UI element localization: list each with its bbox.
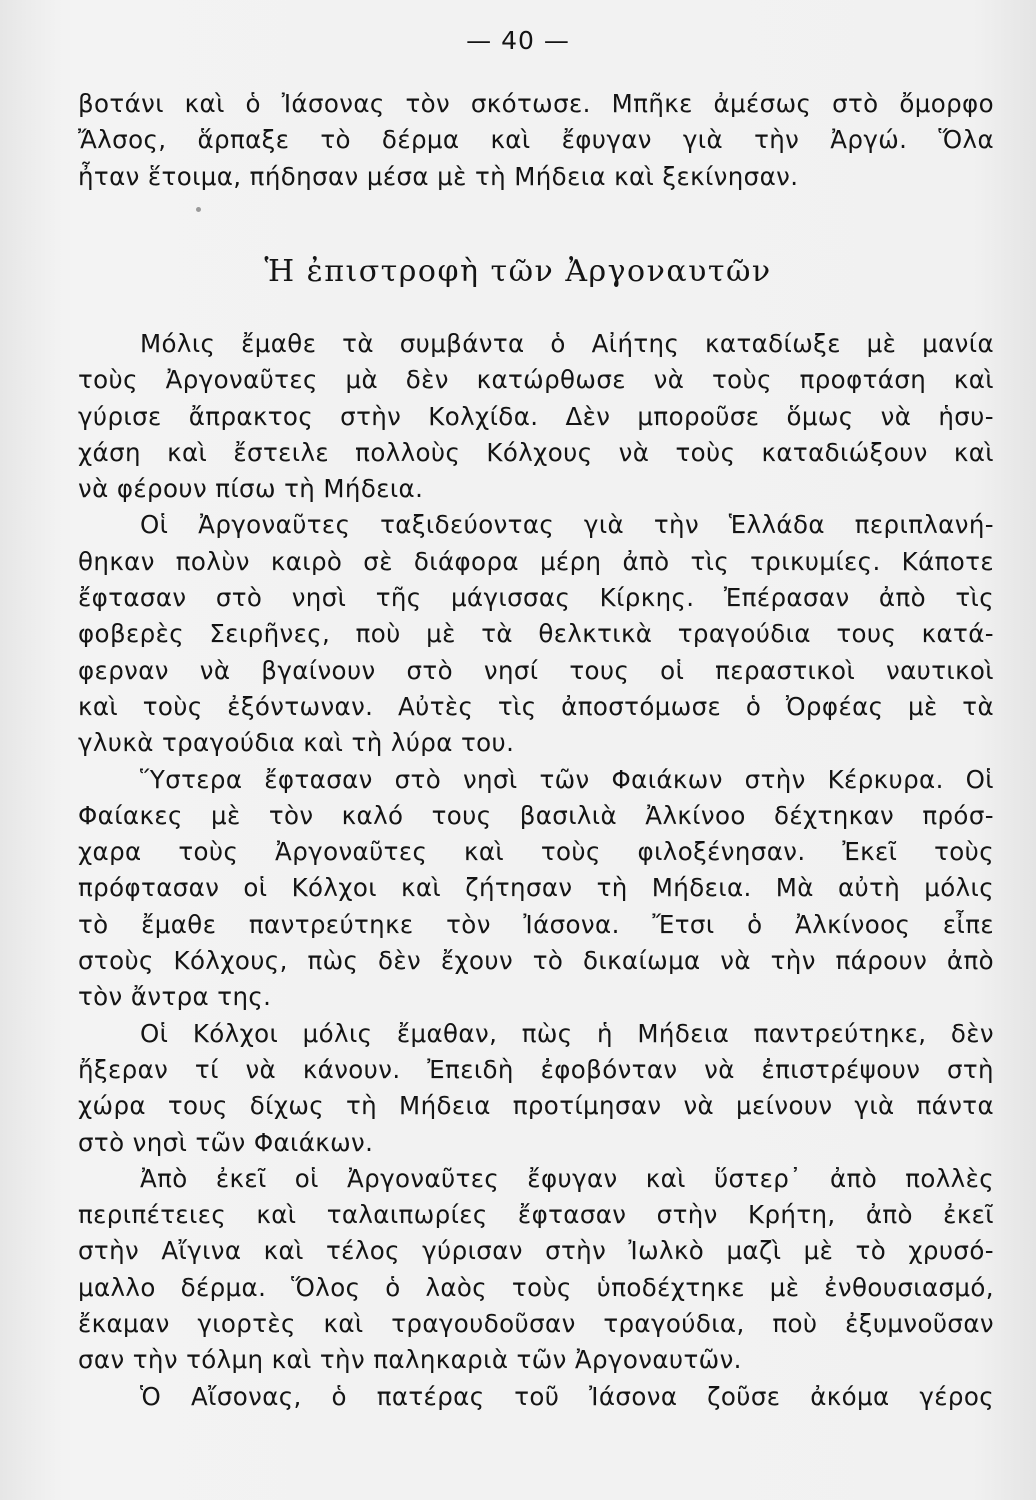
- text-line: Φαίακες μὲ τὸν καλό τους βασιλιὰ Ἀλκίνοο δέχτηκαν πρόσ-: [78, 800, 994, 830]
- text-line: βοτάνι καὶ ὁ Ἰάσονας τὸν σκότωσε. Μπῆκε ἀμέσως στὸ ὄμορφο: [78, 89, 994, 118]
- opening-paragraph: [78, 86, 994, 195]
- text-line: νὰ φέρουν πίσω τὴ Μήδεια.: [78, 474, 424, 504]
- text-line: Ὕστερα ἔφτασαν στὸ νησὶ τῶν Φαιάκων στὴν Κέρκυρα. Οἱ: [140, 764, 994, 794]
- text-line: Ὁ Αἴσονας, ὁ πατέρας τοῦ Ἰάσονα ζοῦσε ἀκόμα γέρος: [140, 1381, 994, 1411]
- body-text: [78, 326, 994, 1415]
- text-line: ἔφτασαν στὸ νησὶ τῆς μάγισσας Κίρκης. Ἐπέρασαν ἀπὸ τὶς: [78, 583, 994, 613]
- text-line: Οἱ Κόλχοι μόλις ἔμαθαν, πὼς ἡ Μήδεια παντρεύτηκε, δὲν: [140, 1018, 994, 1048]
- section-heading: Ἡ ἐπιστροφὴ τῶν Ἀργοναυτῶν: [264, 254, 772, 289]
- page-number: — 40 —: [466, 26, 570, 55]
- text-line: ἔκαμαν γιορτὲς καὶ τραγουδοῦσαν τραγούδια, ποὺ ἐξυμνοῦσαν: [78, 1309, 994, 1339]
- text-line: γλυκὰ τραγούδια καὶ τὴ λύρα του.: [78, 728, 515, 758]
- text-line: πρόφτασαν οἱ Κόλχοι καὶ ζήτησαν τὴ Μήδεια. Μὰ αὐτὴ μόλις: [78, 873, 994, 903]
- text-line: γύρισε ἄπρακτος στὴν Κολχίδα. Δὲν μποροῦσε ὅμως νὰ ἡσυ-: [78, 401, 994, 431]
- text-line: χώρα τους δίχως τὴ Μήδεια προτίμησαν νὰ μείνουν γιὰ πάντα: [78, 1091, 994, 1121]
- text-line: Οἱ Ἀργοναῦτες ταξιδεύοντας γιὰ τὴν Ἑλλάδα περιπλανή-: [140, 510, 994, 540]
- text-line: χαρα τοὺς Ἀργοναῦτες καὶ τοὺς φιλοξένησαν. Ἐκεῖ τοὺς: [78, 837, 994, 867]
- text-line: ἤξεραν τί νὰ κάνουν. Ἐπειδὴ ἐφοβόνταν νὰ ἐπιστρέψουν στὴ: [78, 1054, 994, 1084]
- text-line: τὸ ἔμαθε παντρεύτηκε τὸν Ἰάσονα. Ἔτσι ὁ Ἀλκίνοος εἶπε: [78, 909, 994, 939]
- text-line: στοὺς Κόλχους, πὼς δὲν ἔχουν τὸ δικαίωμα νὰ τὴν πάρουν ἀπὸ: [78, 946, 994, 976]
- text-line: περιπέτειες καὶ ταλαιπωρίες ἔφτασαν στὴν Κρήτη, ἀπὸ ἐκεῖ: [78, 1200, 994, 1230]
- text-line: Ἄλσος, ἅρπαξε τὸ δέρμα καὶ ἔφυγαν γιὰ τὴν Ἀργώ. Ὅλα: [78, 125, 994, 155]
- text-line: φερναν νὰ βγαίνουν στὸ νησί τους οἱ περαστικοὶ ναυτικοὶ: [78, 655, 994, 685]
- text-line: μαλλο δέρμα. Ὅλος ὁ λαὸς τοὺς ὑποδέχτηκε μὲ ἐνθουσιασμό,: [78, 1272, 994, 1302]
- text-line: τοὺς Ἀργοναῦτες μὰ δὲν κατώρθωσε νὰ τοὺς προφτάση καὶ: [78, 365, 994, 395]
- text-line: φοβερὲς Σειρῆνες, ποὺ μὲ τὰ θελκτικὰ τραγούδια τους κατά-: [78, 619, 994, 649]
- text-line: τὸν ἄντρα της.: [78, 982, 272, 1012]
- text-line: σαν τὴν τόλμη καὶ τὴν παληκαριὰ τῶν Ἀργοναυτῶν.: [78, 1345, 742, 1375]
- text-line: ἦταν ἕτοιμα, πήδησαν μέσα μὲ τὴ Μήδεια καὶ ξεκίνησαν.: [78, 161, 799, 191]
- text-line: χάση καὶ ἔστειλε πολλοὺς Κόλχους νὰ τοὺς καταδιώξουν καὶ: [78, 437, 994, 467]
- text-line: καὶ τοὺς ἐξόντωναν. Αὐτὲς τὶς ἀποστόμωσε ὁ Ὀρφέας μὲ τὰ: [78, 691, 994, 721]
- print-speck: [196, 207, 201, 212]
- text-line: στὴν Αἴγινα καὶ τέλος γύρισαν στὴν Ἰωλκὸ μαζὶ μὲ τὸ χρυσό-: [78, 1236, 994, 1266]
- text-line: Ἀπὸ ἐκεῖ οἱ Ἀργοναῦτες ἔφυγαν καὶ ὕστερ᾽ ἀπὸ πολλὲς: [140, 1163, 994, 1193]
- text-line: στὸ νησὶ τῶν Φαιάκων.: [78, 1127, 374, 1157]
- text-line: Μόλις ἔμαθε τὰ συμβάντα ὁ Αἰήτης καταδίωξε μὲ μανία: [140, 329, 994, 358]
- text-line: θηκαν πολὺν καιρὸ σὲ διάφορα μέρη ἀπὸ τὶς τρικυμίες. Κάποτε: [78, 546, 994, 576]
